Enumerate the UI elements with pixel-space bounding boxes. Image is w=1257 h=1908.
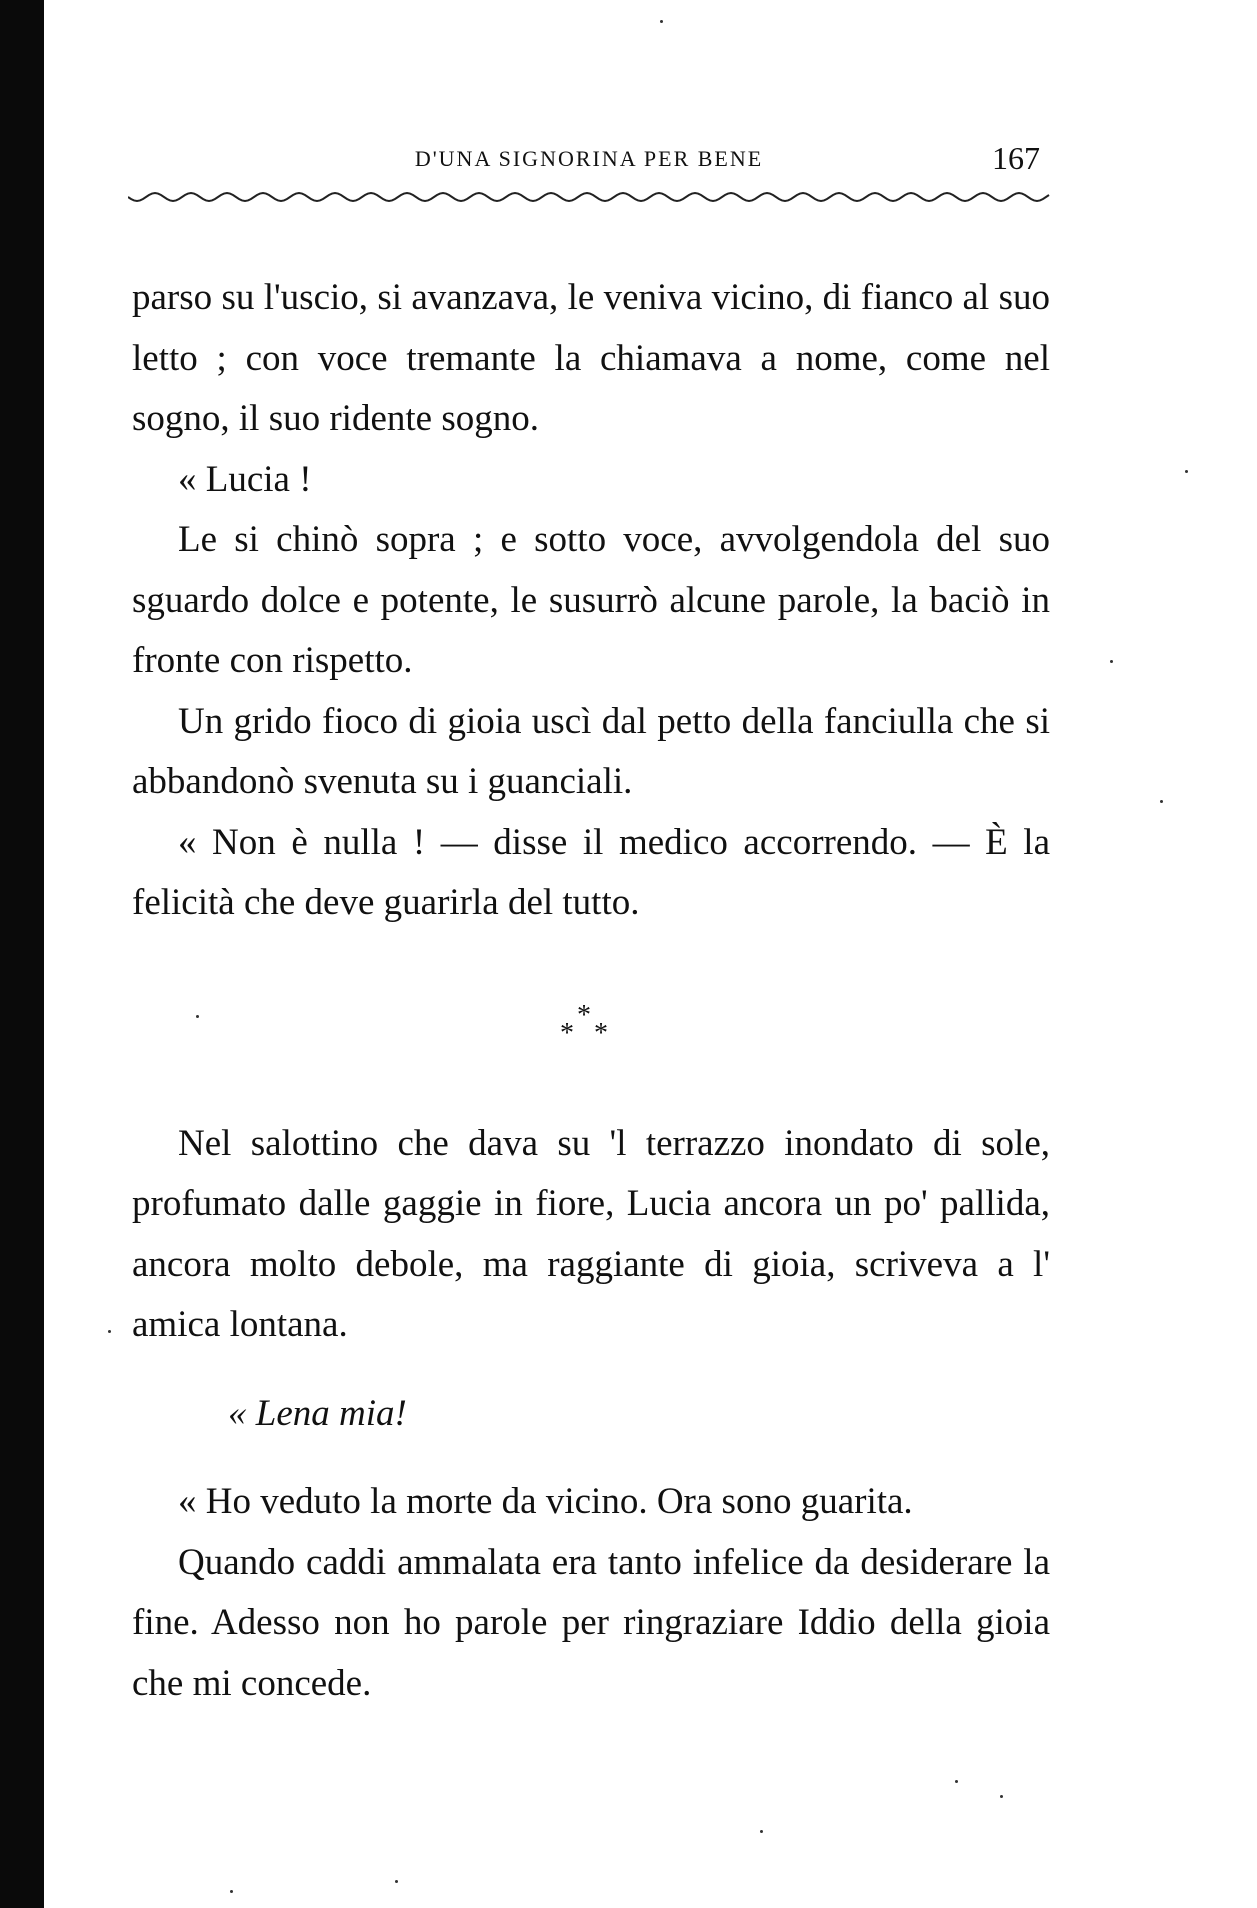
scan-speck: [660, 20, 663, 23]
asterism-star: *: [577, 999, 591, 1031]
dialogue-line: « Non è nulla ! — disse il medico accorrendo. — È la felicità che deve guarirla del tutto.: [132, 821, 1050, 923]
scan-speck: [230, 1890, 233, 1893]
scan-speck: [1185, 470, 1188, 473]
paragraph: Un grido fioco di gioia uscì dal petto della fanciulla che si abbandonò svenuta su i guanciali.: [132, 700, 1050, 802]
running-title: D'UNA SIGNORINA PER BENE: [414, 146, 764, 171]
scan-speck: [108, 1330, 111, 1333]
scan-speck: [760, 1830, 763, 1833]
paragraph: Nel salottino che dava su 'l terrazzo inondato di sole, profumato dalle gaggie in fiore, Lucia ancora un po' pallida, ancora molto debole, ma raggiante di gioia, scriveva a l' amica lontana.: [132, 1122, 1050, 1345]
scan-speck: [955, 1780, 958, 1783]
scan-speck: [1160, 800, 1163, 803]
paragraph-continued: parso su l'uscio, si avanzava, le veniva vicino, di fianco al suo letto ; con voce tremante la chiamava a nome, come nel sogno, il suo ridente sogno.: [132, 277, 1050, 439]
running-header: [128, 140, 1050, 180]
section-break-asterism: [132, 934, 1050, 1114]
scan-speck: [196, 1015, 199, 1018]
greeting-text: Lena mia!: [255, 1392, 407, 1434]
asterism-star: *: [560, 1017, 574, 1049]
letter-paragraph: « Ho veduto la morte da vicino. Ora sono guarita.: [178, 1481, 913, 1522]
dialogue-line: « Lucia !: [178, 458, 312, 500]
page-number: 167: [992, 140, 1040, 176]
scan-speck: [1000, 1795, 1003, 1798]
letter-paragraph: Quando caddi ammalata era tanto infelice da desiderare la fine. Adesso non ho parole per ringraziare Iddio della gioia che mi concede.: [132, 1541, 1050, 1704]
letter-greeting: [132, 1384, 1050, 1445]
scan-speck: [395, 1880, 398, 1883]
asterism-star: *: [594, 1017, 608, 1049]
paragraph: Le si chinò sopra ; e sotto voce, avvolgendola del suo sguardo dolce e potente, le susurrò alcune parole, la baciò in fronte con rispetto.: [132, 519, 1050, 681]
book-spine-shadow: [0, 0, 44, 1908]
page-body: [132, 268, 1050, 1714]
scan-speck: [1110, 660, 1113, 663]
greeting-quote-mark: «: [228, 1392, 256, 1434]
wavy-rule-divider: [128, 182, 1050, 212]
